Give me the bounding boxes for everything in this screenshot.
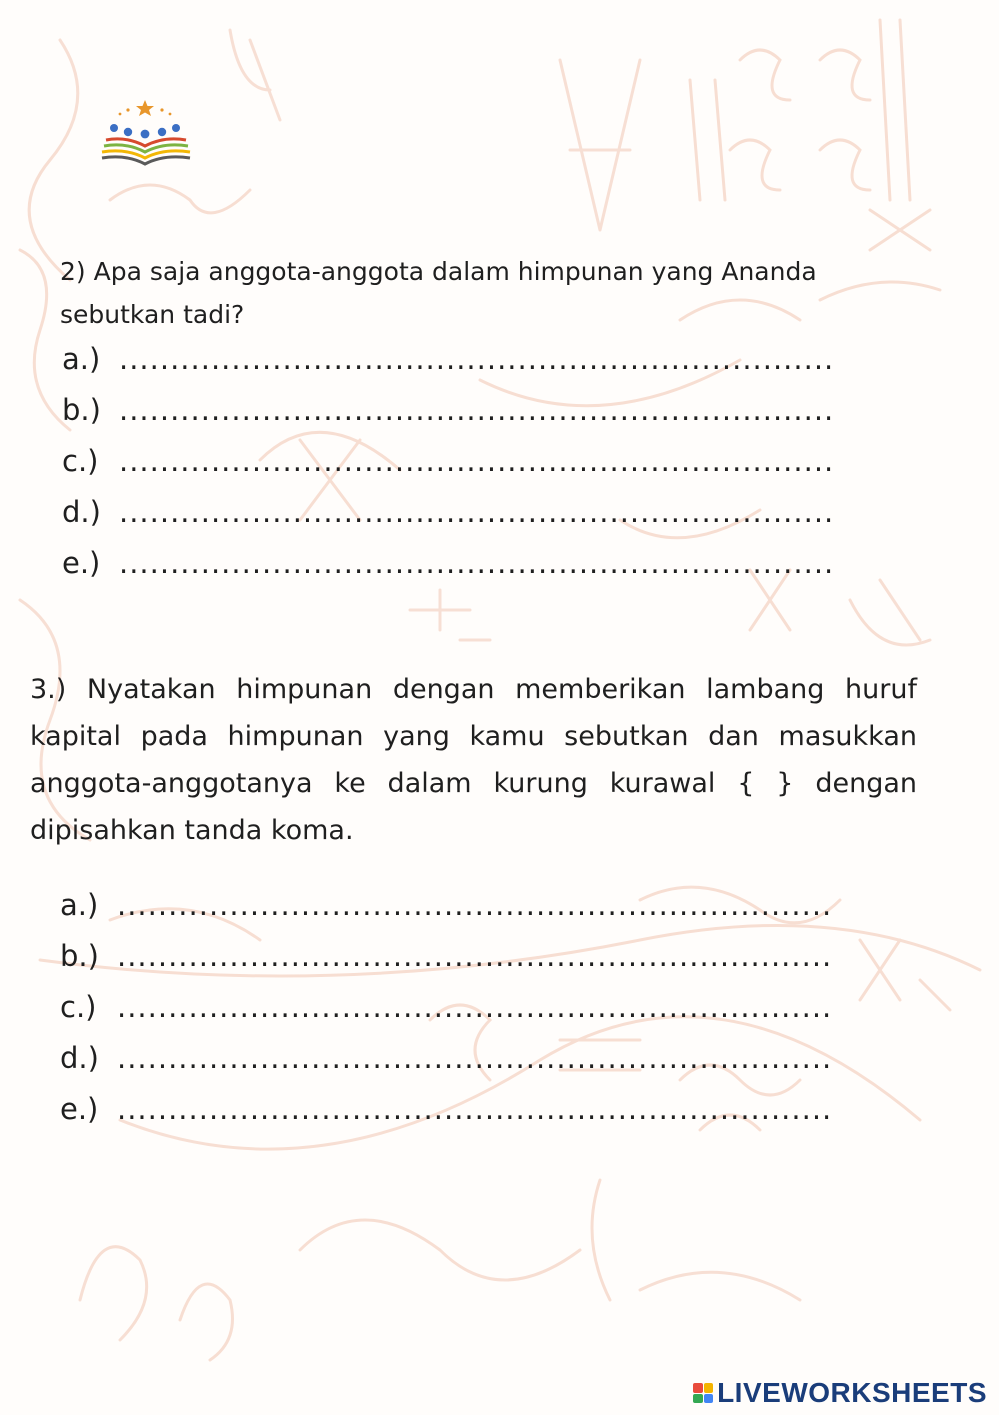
answer-label: a.) (62, 342, 101, 376)
answer-blank[interactable]: ...................................................................... (117, 1041, 833, 1075)
answer-blank[interactable]: ...................................................................... (117, 888, 833, 922)
answer-label: b.) (62, 393, 101, 427)
answer-blank[interactable]: ...................................................................... (119, 495, 835, 529)
answer-label: c.) (62, 444, 99, 478)
answer-label: d.) (62, 495, 101, 529)
liveworksheets-logo-icon (693, 1383, 713, 1403)
answer-line-d[interactable] (60, 1033, 890, 1084)
answer-line-c[interactable] (60, 982, 890, 1033)
answer-label: e.) (60, 1092, 99, 1126)
answer-blank[interactable]: ...................................................................... (119, 444, 835, 478)
answer-label: c.) (60, 990, 97, 1024)
question-3-text: 3.) Nyatakan himpunan dengan memberikan lambang huruf kapital pada himpunan yang kamu sebutkan dan masukkan anggota-anggotanya ke dalam kurung kurawal { } dengan dipisahkan tanda koma. (30, 674, 917, 846)
answer-blank[interactable]: ...................................................................... (119, 393, 835, 427)
answer-line-a[interactable] (60, 880, 890, 931)
brand-name: LIVEWORKSHEETS (717, 1377, 987, 1408)
school-logo-icon (98, 98, 194, 174)
answer-blank[interactable]: ...................................................................... (117, 1092, 833, 1126)
liveworksheets-brand[interactable] (693, 1377, 987, 1409)
answer-blank[interactable]: ...................................................................... (119, 342, 835, 376)
answer-line-e[interactable] (60, 1084, 890, 1135)
answer-label: e.) (62, 546, 101, 580)
answer-line-b[interactable] (60, 931, 890, 982)
answer-blank[interactable]: ...................................................................... (117, 990, 833, 1024)
question-2-answer-list (62, 334, 892, 589)
answer-label: b.) (60, 939, 99, 973)
answer-blank[interactable]: ...................................................................... (117, 939, 833, 973)
answer-line-e[interactable] (62, 538, 892, 589)
answer-line-a[interactable] (62, 334, 892, 385)
answer-blank[interactable]: ...................................................................... (119, 546, 835, 580)
question-3-answer-list (60, 880, 890, 1135)
answer-label: a.) (60, 888, 99, 922)
answer-line-d[interactable] (62, 487, 892, 538)
answer-line-b[interactable] (62, 385, 892, 436)
answer-line-c[interactable] (62, 436, 892, 487)
question-2-text: 2) Apa saja anggota-anggota dalam himpunan yang Ananda sebutkan tadi? (60, 257, 817, 329)
answer-label: d.) (60, 1041, 99, 1075)
